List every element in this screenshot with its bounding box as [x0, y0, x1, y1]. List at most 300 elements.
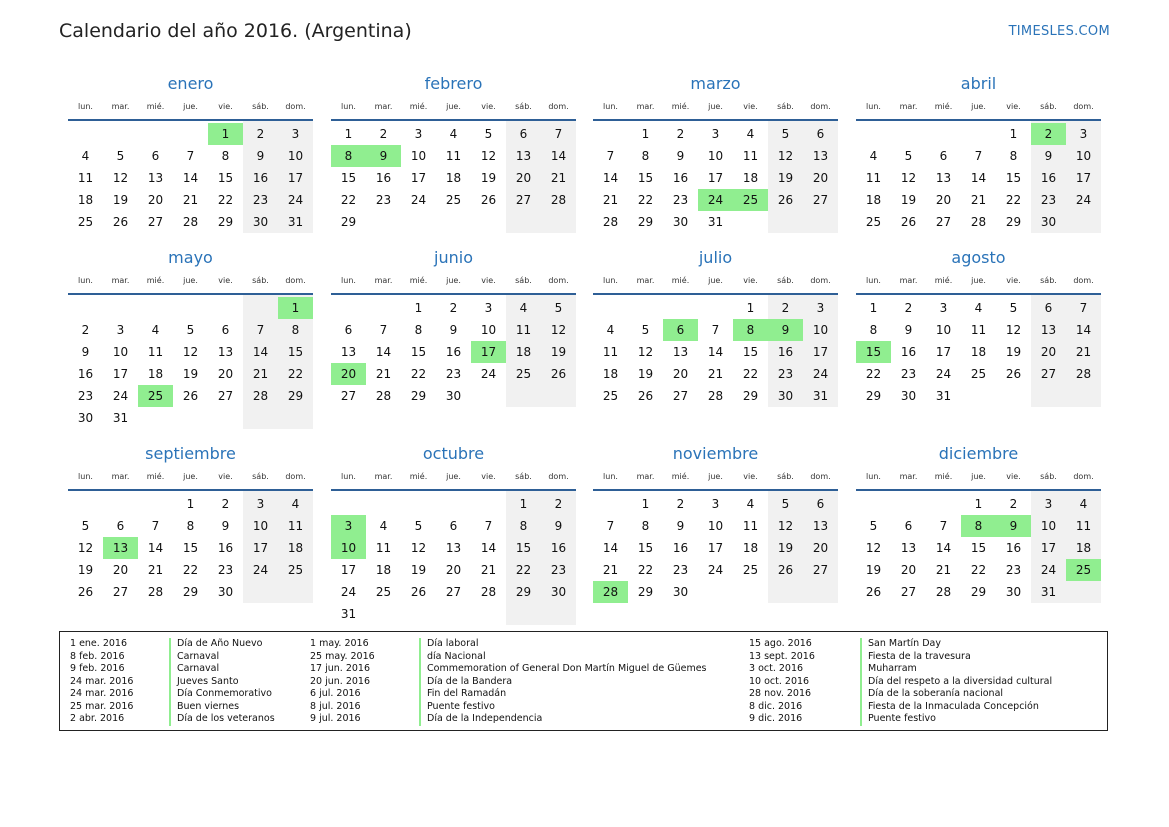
day-cell: 12 [112, 171, 129, 185]
header-rule [68, 119, 313, 121]
day-cell: 1 [869, 301, 878, 315]
day-cell: 14 [970, 171, 987, 185]
day-cell: 24 [410, 193, 427, 207]
day-cell: 5 [1009, 301, 1018, 315]
day-cell: 8 [291, 323, 300, 337]
holiday-name: Día de la Independencia [427, 713, 543, 724]
day-cell: 15 [637, 171, 654, 185]
day-cell: 15 [340, 171, 357, 185]
weekday-label: mar. [374, 102, 393, 111]
day-cell: 12 [777, 519, 794, 533]
day-cell: 12 [77, 541, 94, 555]
holiday-day-cell: 6 [663, 319, 698, 341]
weekday-label: lun. [78, 102, 93, 111]
day-cell: 7 [554, 127, 563, 141]
day-cell: 18 [1075, 541, 1092, 555]
day-cell: 5 [484, 127, 493, 141]
day-cell: 28 [602, 215, 619, 229]
weekday-header [856, 102, 1101, 116]
day-cell: 22 [217, 193, 234, 207]
holiday-column-bar [419, 638, 421, 726]
day-cell: 2 [676, 127, 685, 141]
weekday-label: dom. [548, 276, 569, 285]
day-cell: 9 [256, 149, 265, 163]
day-cell: 11 [602, 345, 619, 359]
day-cell: 7 [711, 323, 720, 337]
day-cell: 14 [182, 171, 199, 185]
holiday-name: San Martín Day [868, 638, 941, 649]
weekday-label: lun. [866, 276, 881, 285]
day-cell: 12 [865, 541, 882, 555]
day-cell: 1 [974, 497, 983, 511]
day-cell: 4 [869, 149, 878, 163]
day-cell: 20 [515, 171, 532, 185]
header-rule [856, 489, 1101, 491]
holiday-column-bar [860, 638, 862, 726]
day-cell: 5 [186, 323, 195, 337]
day-cell: 2 [379, 127, 388, 141]
weekday-label: mié. [671, 102, 690, 111]
day-cell: 7 [606, 519, 615, 533]
day-cell: 26 [550, 367, 567, 381]
day-cell: 10 [287, 149, 304, 163]
header-rule [68, 489, 313, 491]
weekday-label: dom. [1073, 472, 1094, 481]
day-cell: 29 [287, 389, 304, 403]
day-cell: 14 [480, 541, 497, 555]
day-cell: 20 [445, 563, 462, 577]
weekday-label: mar. [111, 472, 130, 481]
day-cell: 20 [217, 367, 234, 381]
day-cell: 11 [865, 171, 882, 185]
day-cell: 28 [707, 389, 724, 403]
day-cell: 26 [865, 585, 882, 599]
weekday-header [856, 276, 1101, 290]
day-cell: 19 [182, 367, 199, 381]
day-cell: 11 [515, 323, 532, 337]
day-cell: 15 [515, 541, 532, 555]
holiday-day-cell: 9 [366, 145, 401, 167]
weekday-label: mar. [111, 102, 130, 111]
day-cell: 27 [812, 563, 829, 577]
holiday-names-column [868, 638, 1052, 726]
weekday-label: dom. [548, 472, 569, 481]
day-cell: 21 [935, 563, 952, 577]
day-cell: 13 [1040, 323, 1057, 337]
day-cell: 5 [904, 149, 913, 163]
day-cell: 25 [742, 563, 759, 577]
weekday-label: mar. [899, 102, 918, 111]
weekday-header [331, 102, 576, 116]
weekday-label: dom. [810, 102, 831, 111]
holiday-day-cell: 13 [103, 537, 138, 559]
weekday-label: dom. [810, 276, 831, 285]
day-cell: 4 [606, 323, 615, 337]
weekday-header [68, 276, 313, 290]
weekday-label: jue. [971, 102, 986, 111]
day-cell: 11 [147, 345, 164, 359]
day-cell: 17 [935, 345, 952, 359]
weekday-label: dom. [1073, 276, 1094, 285]
day-cell: 10 [480, 323, 497, 337]
day-cell: 14 [550, 149, 567, 163]
day-cell: 6 [344, 323, 353, 337]
day-cell: 24 [935, 367, 952, 381]
holiday-day-cell: 9 [768, 319, 803, 341]
day-cell: 7 [379, 323, 388, 337]
day-cell: 17 [340, 563, 357, 577]
day-cell: 5 [869, 519, 878, 533]
day-cell: 2 [256, 127, 265, 141]
day-cell: 24 [112, 389, 129, 403]
holiday-date: 2 abr. 2016 [70, 713, 125, 724]
weekday-label: lun. [866, 102, 881, 111]
day-cell: 10 [707, 149, 724, 163]
weekday-label: sáb. [252, 276, 269, 285]
day-cell: 22 [742, 367, 759, 381]
header-rule [593, 119, 838, 121]
day-cell: 5 [116, 149, 125, 163]
day-cell: 29 [970, 585, 987, 599]
day-cell: 21 [480, 563, 497, 577]
day-cell: 6 [116, 519, 125, 533]
day-cell: 23 [252, 193, 269, 207]
day-cell: 4 [81, 149, 90, 163]
day-cell: 14 [602, 541, 619, 555]
weekday-label: dom. [285, 102, 306, 111]
weekday-label: vie. [1006, 102, 1021, 111]
day-cell: 15 [182, 541, 199, 555]
header-rule [856, 293, 1101, 295]
day-cell: 22 [970, 563, 987, 577]
holiday-day-cell: 25 [1066, 559, 1101, 581]
holiday-name: Carnaval [177, 663, 220, 674]
day-cell: 18 [445, 171, 462, 185]
holiday-day-cell: 9 [996, 515, 1031, 537]
day-cell: 17 [410, 171, 427, 185]
holiday-date: 28 nov. 2016 [749, 688, 812, 699]
day-cell: 21 [252, 367, 269, 381]
weekday-label: mié. [934, 472, 953, 481]
day-cell: 26 [77, 585, 94, 599]
day-cell: 21 [970, 193, 987, 207]
day-cell: 22 [865, 367, 882, 381]
day-cell: 19 [777, 171, 794, 185]
day-cell: 2 [781, 301, 790, 315]
day-cell: 16 [672, 171, 689, 185]
holiday-date: 9 dic. 2016 [749, 713, 803, 724]
holiday-name: día Nacional [427, 650, 486, 662]
day-cell: 7 [974, 149, 983, 163]
day-cell: 3 [256, 497, 265, 511]
day-cell: 24 [287, 193, 304, 207]
day-cell: 17 [1075, 171, 1092, 185]
weekday-label: lun. [603, 102, 618, 111]
holiday-date: 9 jul. 2016 [310, 713, 361, 724]
weekday-label: jue. [183, 472, 198, 481]
day-cell: 14 [147, 541, 164, 555]
holiday-dates-column [310, 638, 375, 726]
day-cell: 15 [217, 171, 234, 185]
day-cell: 21 [550, 171, 567, 185]
month-name: noviembre [672, 444, 759, 463]
weekday-label: sáb. [1040, 276, 1057, 285]
day-cell: 1 [641, 497, 650, 511]
weekday-label: jue. [446, 472, 461, 481]
day-cell: 11 [375, 541, 392, 555]
header-rule [331, 293, 576, 295]
day-cell: 7 [186, 149, 195, 163]
weekday-label: jue. [708, 102, 723, 111]
day-cell: 8 [641, 519, 650, 533]
day-cell: 24 [707, 563, 724, 577]
weekday-label: jue. [708, 472, 723, 481]
holiday-name: Día del respeto a la diversidad cultural [868, 675, 1053, 687]
day-cell: 18 [970, 345, 987, 359]
day-cell: 10 [1040, 519, 1057, 533]
holiday-dates-column [70, 638, 133, 726]
weekday-label: lun. [603, 472, 618, 481]
day-cell: 11 [287, 519, 304, 533]
day-cell: 10 [252, 519, 269, 533]
weekday-label: mar. [899, 276, 918, 285]
weekday-label: lun. [341, 472, 356, 481]
day-cell: 19 [480, 171, 497, 185]
day-cell: 1 [641, 127, 650, 141]
day-cell: 23 [550, 563, 567, 577]
holiday-name: Fin del Ramadán [427, 688, 507, 699]
weekday-label: sáb. [777, 472, 794, 481]
holiday-list [59, 631, 1108, 731]
month-name: octubre [422, 444, 485, 463]
holiday-day-cell: 3 [331, 515, 366, 537]
day-cell: 15 [970, 541, 987, 555]
weekday-label: mar. [636, 102, 655, 111]
holiday-name: Día de los veteranos [177, 713, 275, 724]
day-cell: 5 [414, 519, 423, 533]
day-cell: 30 [672, 215, 689, 229]
holiday-date: 10 oct. 2016 [749, 675, 810, 687]
day-cell: 8 [414, 323, 423, 337]
day-cell: 16 [445, 345, 462, 359]
day-cell: 24 [252, 563, 269, 577]
day-cell: 13 [340, 345, 357, 359]
day-cell: 13 [935, 171, 952, 185]
day-cell: 19 [777, 541, 794, 555]
holiday-day-cell: 8 [733, 319, 768, 341]
holiday-name: Muharram [868, 663, 917, 674]
header-rule [856, 119, 1101, 121]
month-name: abril [960, 74, 997, 93]
weekday-label: mié. [409, 276, 428, 285]
day-cell: 8 [1009, 149, 1018, 163]
day-cell: 9 [904, 323, 913, 337]
holiday-name: Puente festivo [427, 700, 495, 712]
day-cell: 27 [515, 193, 532, 207]
day-cell: 26 [637, 389, 654, 403]
day-cell: 4 [291, 497, 300, 511]
weekday-label: jue. [971, 276, 986, 285]
day-cell: 12 [182, 345, 199, 359]
holiday-date: 1 ene. 2016 [70, 638, 127, 649]
header-rule [593, 293, 838, 295]
holiday-day-cell: 25 [138, 385, 173, 407]
month-name: septiembre [145, 444, 236, 463]
weekday-header [331, 276, 576, 290]
holiday-date: 15 ago. 2016 [749, 638, 812, 649]
weekday-label: mié. [409, 102, 428, 111]
day-cell: 14 [375, 345, 392, 359]
day-cell: 5 [81, 519, 90, 533]
day-cell: 21 [707, 367, 724, 381]
weekday-header [68, 472, 313, 486]
brand-link[interactable]: TIMESLES.COM [1008, 24, 1110, 39]
day-cell: 6 [1044, 301, 1053, 315]
day-cell: 30 [1005, 585, 1022, 599]
day-cell: 3 [484, 301, 493, 315]
day-cell: 1 [1009, 127, 1018, 141]
day-cell: 22 [182, 563, 199, 577]
weekday-label: mié. [671, 276, 690, 285]
holiday-date: 13 sept. 2016 [749, 650, 815, 662]
weekday-label: mié. [409, 472, 428, 481]
weekday-label: vie. [481, 102, 496, 111]
day-cell: 3 [414, 127, 423, 141]
day-cell: 31 [112, 411, 129, 425]
day-cell: 23 [1040, 193, 1057, 207]
holiday-name: Commemoration of General Don Martín Miguel de Güemes [427, 663, 707, 674]
day-cell: 16 [777, 345, 794, 359]
header-rule [593, 489, 838, 491]
holiday-day-cell: 1 [278, 297, 313, 319]
day-cell: 31 [1040, 585, 1057, 599]
weekday-label: lun. [603, 276, 618, 285]
holiday-date: 8 feb. 2016 [70, 650, 125, 662]
day-cell: 21 [1075, 345, 1092, 359]
day-cell: 17 [812, 345, 829, 359]
holiday-date: 9 feb. 2016 [70, 663, 125, 674]
holiday-name: Puente festivo [868, 713, 936, 724]
month-name: mayo [168, 248, 213, 267]
weekday-header [593, 472, 838, 486]
day-cell: 9 [449, 323, 458, 337]
day-cell: 14 [935, 541, 952, 555]
day-cell: 24 [1040, 563, 1057, 577]
day-cell: 2 [676, 497, 685, 511]
weekday-label: vie. [481, 472, 496, 481]
day-cell: 9 [554, 519, 563, 533]
day-cell: 23 [217, 563, 234, 577]
day-cell: 16 [550, 541, 567, 555]
day-cell: 27 [217, 389, 234, 403]
holiday-name: Día Conmemorativo [177, 688, 272, 699]
holiday-day-cell: 25 [733, 189, 768, 211]
holiday-date: 6 jul. 2016 [310, 688, 361, 699]
day-cell: 13 [445, 541, 462, 555]
day-cell: 3 [1079, 127, 1088, 141]
day-cell: 11 [742, 149, 759, 163]
day-cell: 26 [480, 193, 497, 207]
day-cell: 17 [252, 541, 269, 555]
weekday-header [856, 472, 1101, 486]
weekday-label: mié. [146, 472, 165, 481]
weekday-label: vie. [481, 276, 496, 285]
day-cell: 25 [602, 389, 619, 403]
day-cell: 20 [1040, 345, 1057, 359]
holiday-day-cell: 28 [593, 581, 628, 603]
day-cell: 28 [252, 389, 269, 403]
day-cell: 18 [77, 193, 94, 207]
weekday-label: sáb. [252, 472, 269, 481]
day-cell: 23 [900, 367, 917, 381]
month-name: diciembre [938, 444, 1019, 463]
day-cell: 18 [602, 367, 619, 381]
day-cell: 27 [340, 389, 357, 403]
day-cell: 12 [900, 171, 917, 185]
weekday-label: dom. [285, 472, 306, 481]
holiday-name: Fiesta de la travesura [868, 650, 971, 662]
day-cell: 8 [519, 519, 528, 533]
day-cell: 28 [375, 389, 392, 403]
weekday-header [593, 276, 838, 290]
day-cell: 3 [939, 301, 948, 315]
holiday-name: Jueves Santo [177, 675, 239, 687]
day-cell: 12 [777, 149, 794, 163]
day-cell: 15 [1005, 171, 1022, 185]
holiday-date: 25 mar. 2016 [70, 700, 134, 712]
day-cell: 6 [816, 497, 825, 511]
day-cell: 27 [900, 585, 917, 599]
day-cell: 23 [445, 367, 462, 381]
holiday-day-cell: 15 [856, 341, 891, 363]
day-cell: 20 [112, 563, 129, 577]
day-cell: 4 [379, 519, 388, 533]
day-cell: 20 [900, 563, 917, 577]
day-cell: 24 [1075, 193, 1092, 207]
day-cell: 4 [519, 301, 528, 315]
holiday-date: 20 jun. 2016 [310, 675, 371, 687]
day-cell: 7 [606, 149, 615, 163]
day-cell: 30 [217, 585, 234, 599]
day-cell: 27 [812, 193, 829, 207]
day-cell: 30 [445, 389, 462, 403]
weekday-label: sáb. [777, 276, 794, 285]
day-cell: 27 [112, 585, 129, 599]
holiday-day-cell: 8 [961, 515, 996, 537]
day-cell: 23 [672, 563, 689, 577]
day-cell: 11 [77, 171, 94, 185]
day-cell: 20 [935, 193, 952, 207]
day-cell: 18 [865, 193, 882, 207]
day-cell: 6 [519, 127, 528, 141]
day-cell: 4 [1079, 497, 1088, 511]
day-cell: 22 [637, 193, 654, 207]
holiday-names-column [427, 638, 707, 726]
day-cell: 7 [939, 519, 948, 533]
weekday-label: sáb. [515, 102, 532, 111]
day-cell: 7 [1079, 301, 1088, 315]
day-cell: 19 [865, 563, 882, 577]
weekday-label: mar. [636, 472, 655, 481]
day-cell: 27 [147, 215, 164, 229]
day-cell: 5 [781, 497, 790, 511]
weekday-label: sáb. [252, 102, 269, 111]
holiday-day-cell: 2 [1031, 123, 1066, 145]
weekday-label: jue. [708, 276, 723, 285]
weekday-label: dom. [810, 472, 831, 481]
holiday-name: Día de la Bandera [427, 675, 513, 687]
day-cell: 11 [1075, 519, 1092, 533]
